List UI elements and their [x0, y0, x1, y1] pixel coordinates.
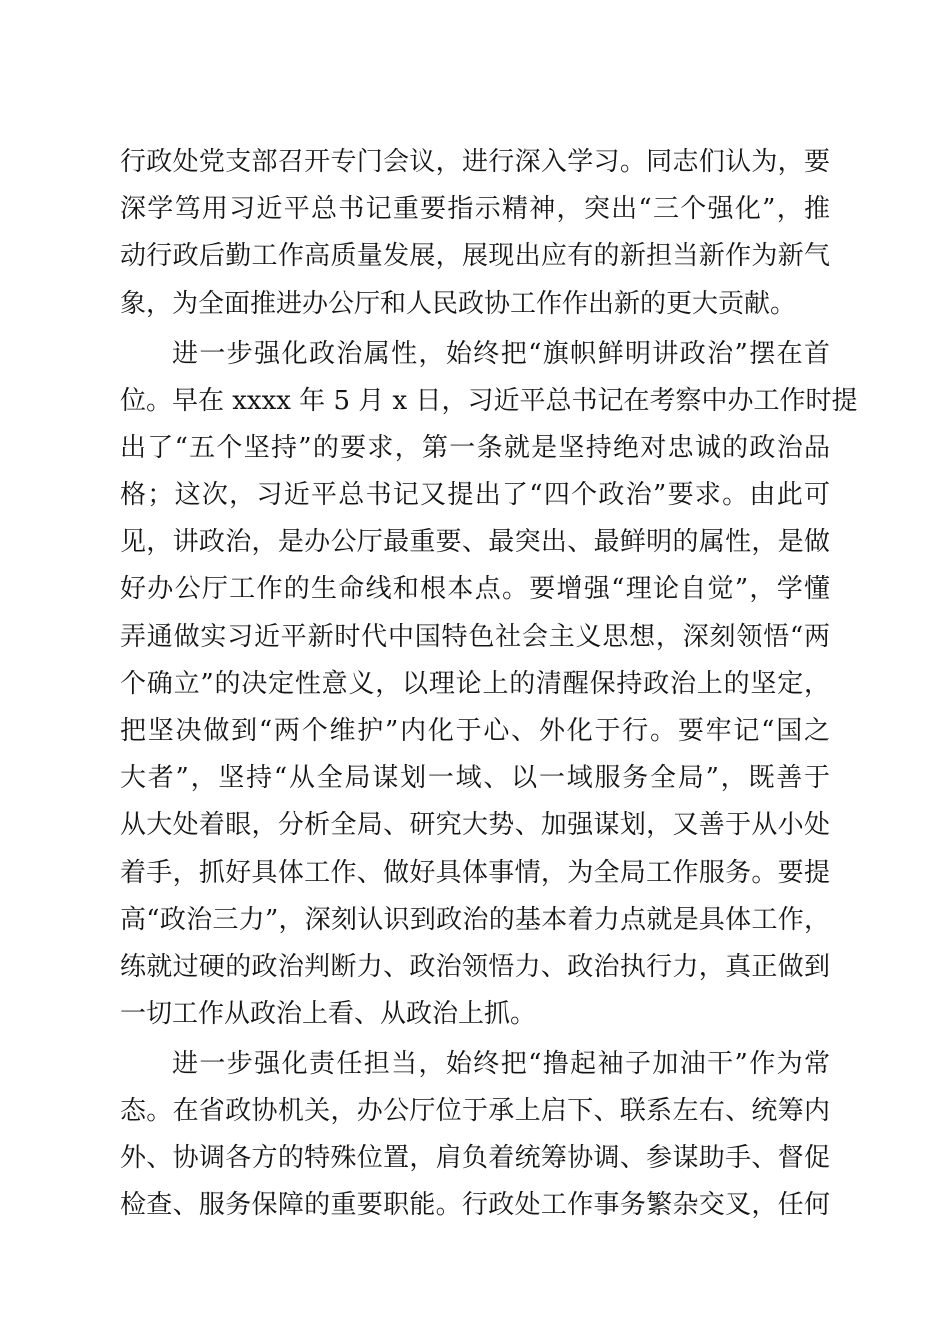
text-line: 检查、服务保障的重要职能。行政处工作事务繁杂交叉，任何 — [120, 1190, 830, 1220]
text-line: 出了“五个坚持”的要求，第一条就是坚持绝对忠诚的政治品 — [120, 433, 830, 463]
text-line: 动行政后勤工作高质量发展，展现出应有的新担当新作为新气 — [120, 241, 830, 271]
text-line: 个确立”的决定性意义，以理论上的清醒保持政治上的坚定， — [120, 669, 830, 699]
text-line: 见，讲政治，是办公厅最重要、最突出、最鲜明的属性，是做 — [120, 527, 830, 557]
text-line: 着手，抓好具体工作、做好具体事情，为全局工作服务。要提 — [120, 858, 830, 888]
text-line: 把坚决做到“两个维护”内化于心、外化于行。要牢记“国之 — [120, 716, 830, 746]
text-line: 从大处着眼，分析全局、研究大势、加强谋划，又善于从小处 — [120, 810, 830, 840]
paragraph-first-line: 进一步强化政治属性，始终把“旗帜鲜明讲政治”摆在首 — [172, 339, 830, 369]
text-line: 高“政治三力”，深刻认识到政治的基本着力点就是具体工作， — [120, 905, 830, 935]
text-line: 态。在省政协机关，办公厅位于承上启下、联系左右、统筹内 — [120, 1096, 830, 1126]
text-line: 一切工作从政治上看、从政治上抓。 — [120, 999, 537, 1029]
text-line: 练就过硬的政治判断力、政治领悟力、政治执行力，真正做到 — [120, 952, 830, 982]
text-line: 大者”，坚持“从全局谋划一域、以一域服务全局”，既善于 — [120, 763, 830, 793]
text-line: 深学笃用习近平总书记重要指示精神，突出“三个强化”，推 — [120, 194, 830, 224]
paragraph-first-line: 进一步强化责任担当，始终把“撸起袖子加油干”作为常 — [172, 1049, 830, 1079]
text-line: 弄通做实习近平新时代中国特色社会主义思想，深刻领悟“两 — [120, 622, 830, 652]
text-line: 象，为全面推进办公厅和人民政协工作作出新的更大贡献。 — [120, 289, 797, 319]
text-line: 格；这次，习近平总书记又提出了“四个政治”要求。由此可 — [120, 480, 830, 510]
text-line: 外、协调各方的特殊位置，肩负着统筹协调、参谋助手、督促 — [120, 1143, 830, 1173]
text-line: 位。早在 xxxx 年 5 月 x 日，习近平总书记在考察中办工作时提 — [120, 386, 858, 416]
text-line: 好办公厅工作的生命线和根本点。要增强“理论自觉”，学懂 — [120, 574, 830, 604]
text-line: 行政处党支部召开专门会议，进行深入学习。同志们认为，要 — [120, 147, 830, 177]
